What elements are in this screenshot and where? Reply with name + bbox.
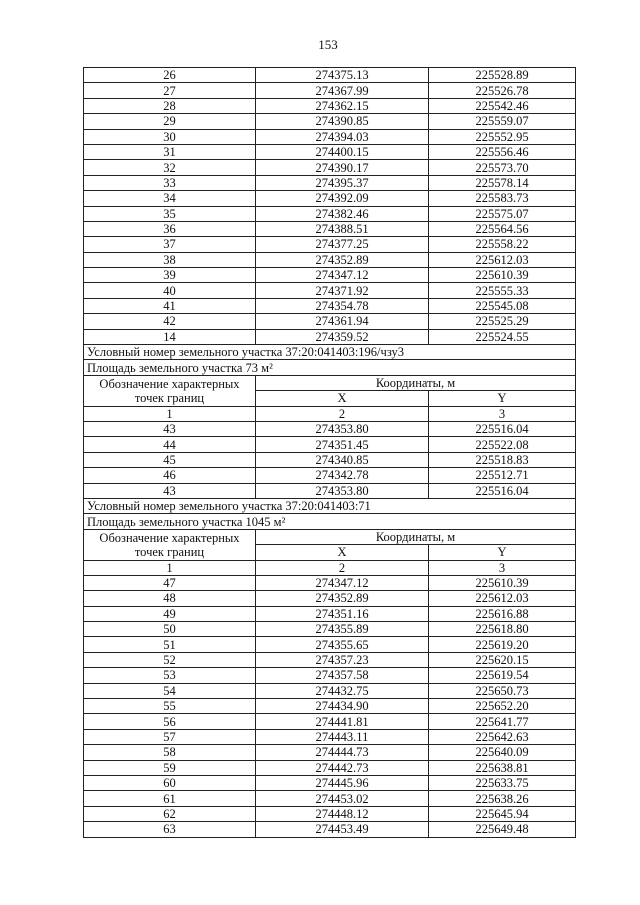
column-number: 3: [429, 406, 576, 421]
table-row: [84, 483, 576, 498]
parcel-number: Условный номер земельного участка 37:20:041403:71: [84, 498, 576, 513]
table-row: [84, 191, 576, 206]
y-coordinate: 225528.89: [429, 68, 576, 83]
x-coordinate: 274354.78: [256, 298, 429, 313]
x-coordinate: 274390.17: [256, 160, 429, 175]
x-coordinate: 274443.11: [256, 729, 429, 744]
parcel-area-row: [84, 360, 576, 375]
table-row: [84, 129, 576, 144]
table-row: [84, 329, 576, 344]
table-row: [84, 622, 576, 637]
table-row: [84, 144, 576, 159]
point-designation-header: [84, 375, 256, 406]
y-coordinate: 225526.78: [429, 83, 576, 98]
x-header: X: [256, 545, 429, 560]
y-coordinate: 225616.88: [429, 606, 576, 621]
x-coordinate: 274394.03: [256, 129, 429, 144]
table-row: [84, 668, 576, 683]
table-row: [84, 252, 576, 267]
y-coordinate: 225558.22: [429, 237, 576, 252]
y-coordinate: 225522.08: [429, 437, 576, 452]
table-row: [84, 268, 576, 283]
x-coordinate: 274434.90: [256, 699, 429, 714]
table-row: [84, 760, 576, 775]
table-row: [84, 114, 576, 129]
x-coordinate: 274392.09: [256, 191, 429, 206]
point-id: 43: [84, 483, 256, 498]
x-coordinate: 274400.15: [256, 144, 429, 159]
x-header: X: [256, 391, 429, 406]
y-coordinate: 225564.56: [429, 221, 576, 236]
x-coordinate: 274441.81: [256, 714, 429, 729]
x-coordinate: 274453.02: [256, 791, 429, 806]
point-designation-line2: точек границ: [134, 390, 205, 405]
x-coordinate: 274390.85: [256, 114, 429, 129]
x-coordinate: 274375.13: [256, 68, 429, 83]
x-coordinate: 274340.85: [256, 452, 429, 467]
table-row: [84, 745, 576, 760]
x-coordinate: 274351.16: [256, 606, 429, 621]
point-id: 34: [84, 191, 256, 206]
y-coordinate: 225552.95: [429, 129, 576, 144]
parcel-area: Площадь земельного участка 73 м²: [84, 360, 576, 375]
point-id: 32: [84, 160, 256, 175]
column-number: 2: [256, 406, 429, 421]
table-row: [84, 221, 576, 236]
point-id: 36: [84, 221, 256, 236]
point-id: 62: [84, 806, 256, 821]
column-number: 1: [84, 560, 256, 575]
y-coordinate: 225620.15: [429, 652, 576, 667]
x-coordinate: 274351.45: [256, 437, 429, 452]
x-coordinate: 274371.92: [256, 283, 429, 298]
table-row: [84, 452, 576, 467]
point-id: 54: [84, 683, 256, 698]
point-id: 48: [84, 591, 256, 606]
y-coordinate: 225645.94: [429, 806, 576, 821]
header-row: [84, 529, 576, 544]
table-row: [84, 683, 576, 698]
y-coordinate: 225578.14: [429, 175, 576, 190]
point-designation-line2: точек границ: [134, 544, 205, 559]
y-coordinate: 225575.07: [429, 206, 576, 221]
table-row: [84, 775, 576, 790]
point-id: 40: [84, 283, 256, 298]
x-coordinate: 274367.99: [256, 83, 429, 98]
table-row: [84, 175, 576, 190]
point-id: 37: [84, 237, 256, 252]
y-coordinate: 225512.71: [429, 468, 576, 483]
x-coordinate: 274357.58: [256, 668, 429, 683]
y-coordinate: 225638.26: [429, 791, 576, 806]
y-coordinate: 225612.03: [429, 591, 576, 606]
x-coordinate: 274342.78: [256, 468, 429, 483]
point-id: 14: [84, 329, 256, 344]
y-coordinate: 225559.07: [429, 114, 576, 129]
table-row: [84, 729, 576, 744]
y-coordinate: 225640.09: [429, 745, 576, 760]
table-row: [84, 591, 576, 606]
y-coordinate: 225524.55: [429, 329, 576, 344]
y-coordinate: 225542.46: [429, 98, 576, 113]
point-id: 53: [84, 668, 256, 683]
column-number-row: [84, 406, 576, 421]
table-row: [84, 83, 576, 98]
parcel-area-row: [84, 514, 576, 529]
column-number: 2: [256, 560, 429, 575]
point-id: 59: [84, 760, 256, 775]
table-row: [84, 237, 576, 252]
table-row: [84, 822, 576, 837]
x-coordinate: 274361.94: [256, 314, 429, 329]
y-coordinate: 225516.04: [429, 421, 576, 436]
y-coordinate: 225638.81: [429, 760, 576, 775]
y-coordinate: 225518.83: [429, 452, 576, 467]
table-row: [84, 298, 576, 313]
y-coordinate: 225633.75: [429, 775, 576, 790]
point-id: 51: [84, 637, 256, 652]
x-coordinate: 274382.46: [256, 206, 429, 221]
point-id: 63: [84, 822, 256, 837]
x-coordinate: 274352.89: [256, 252, 429, 267]
point-id: 46: [84, 468, 256, 483]
point-id: 30: [84, 129, 256, 144]
coordinates-table: [83, 67, 576, 838]
table-row: [84, 699, 576, 714]
y-coordinate: 225610.39: [429, 268, 576, 283]
y-coordinate: 225516.04: [429, 483, 576, 498]
x-coordinate: 274352.89: [256, 591, 429, 606]
y-coordinate: 225650.73: [429, 683, 576, 698]
point-designation-header: [84, 529, 256, 560]
point-id: 57: [84, 729, 256, 744]
parcel-number-row: [84, 345, 576, 360]
point-id: 31: [84, 144, 256, 159]
y-coordinate: 225525.29: [429, 314, 576, 329]
table-row: [84, 606, 576, 621]
point-id: 26: [84, 68, 256, 83]
x-coordinate: 274432.75: [256, 683, 429, 698]
x-coordinate: 274388.51: [256, 221, 429, 236]
point-id: 52: [84, 652, 256, 667]
point-id: 27: [84, 83, 256, 98]
y-coordinate: 225573.70: [429, 160, 576, 175]
point-id: 61: [84, 791, 256, 806]
table-row: [84, 806, 576, 821]
x-coordinate: 274395.37: [256, 175, 429, 190]
page-number: 153: [318, 37, 338, 52]
y-coordinate: 225555.33: [429, 283, 576, 298]
parcel-area: Площадь земельного участка 1045 м²: [84, 514, 576, 529]
parcel-number: Условный номер земельного участка 37:20:041403:196/чзу3: [84, 345, 576, 360]
column-number: 1: [84, 406, 256, 421]
point-id: 39: [84, 268, 256, 283]
point-id: 49: [84, 606, 256, 621]
y-header: Y: [429, 545, 576, 560]
y-coordinate: 225556.46: [429, 144, 576, 159]
y-coordinate: 225642.63: [429, 729, 576, 744]
table-row: [84, 437, 576, 452]
x-coordinate: 274448.12: [256, 806, 429, 821]
point-id: 47: [84, 575, 256, 590]
y-coordinate: 225610.39: [429, 575, 576, 590]
point-id: 60: [84, 775, 256, 790]
header-row: [84, 375, 576, 390]
point-id: 35: [84, 206, 256, 221]
parcel-number-row: [84, 498, 576, 513]
table-row: [84, 206, 576, 221]
column-number: 3: [429, 560, 576, 575]
x-coordinate: 274355.89: [256, 622, 429, 637]
x-coordinate: 274453.49: [256, 822, 429, 837]
point-id: 43: [84, 421, 256, 436]
table-row: [84, 637, 576, 652]
point-designation-line1: Обозначение характерных: [99, 530, 240, 545]
x-coordinate: 274445.96: [256, 775, 429, 790]
y-coordinate: 225652.20: [429, 699, 576, 714]
x-coordinate: 274347.12: [256, 268, 429, 283]
x-coordinate: 274362.15: [256, 98, 429, 113]
x-coordinate: 274353.80: [256, 483, 429, 498]
point-id: 28: [84, 98, 256, 113]
y-coordinate: 225619.54: [429, 668, 576, 683]
y-coordinate: 225583.73: [429, 191, 576, 206]
table-row: [84, 160, 576, 175]
x-coordinate: 274347.12: [256, 575, 429, 590]
y-coordinate: 225612.03: [429, 252, 576, 267]
x-coordinate: 274442.73: [256, 760, 429, 775]
point-id: 50: [84, 622, 256, 637]
y-coordinate: 225545.08: [429, 298, 576, 313]
point-id: 55: [84, 699, 256, 714]
table-row: [84, 714, 576, 729]
table-row: [84, 575, 576, 590]
point-id: 29: [84, 114, 256, 129]
point-id: 42: [84, 314, 256, 329]
point-id: 33: [84, 175, 256, 190]
y-coordinate: 225641.77: [429, 714, 576, 729]
y-coordinate: 225619.20: [429, 637, 576, 652]
x-coordinate: 274444.73: [256, 745, 429, 760]
point-id: 38: [84, 252, 256, 267]
x-coordinate: 274377.25: [256, 237, 429, 252]
x-coordinate: 274353.80: [256, 421, 429, 436]
y-coordinate: 225649.48: [429, 822, 576, 837]
point-id: 56: [84, 714, 256, 729]
coordinates-header: Координаты, м: [256, 375, 576, 390]
point-id: 44: [84, 437, 256, 452]
table-row: [84, 314, 576, 329]
table-row: [84, 652, 576, 667]
table-row: [84, 468, 576, 483]
x-coordinate: 274357.23: [256, 652, 429, 667]
x-coordinate: 274359.52: [256, 329, 429, 344]
column-number-row: [84, 560, 576, 575]
table-row: [84, 421, 576, 436]
y-coordinate: 225618.80: [429, 622, 576, 637]
point-id: 58: [84, 745, 256, 760]
point-id: 45: [84, 452, 256, 467]
table-row: [84, 283, 576, 298]
point-designation-line1: Обозначение характерных: [99, 376, 240, 391]
table-row: [84, 98, 576, 113]
y-header: Y: [429, 391, 576, 406]
x-coordinate: 274355.65: [256, 637, 429, 652]
point-id: 41: [84, 298, 256, 313]
table-row: [84, 791, 576, 806]
coordinates-header: Координаты, м: [256, 529, 576, 544]
table-row: [84, 68, 576, 83]
